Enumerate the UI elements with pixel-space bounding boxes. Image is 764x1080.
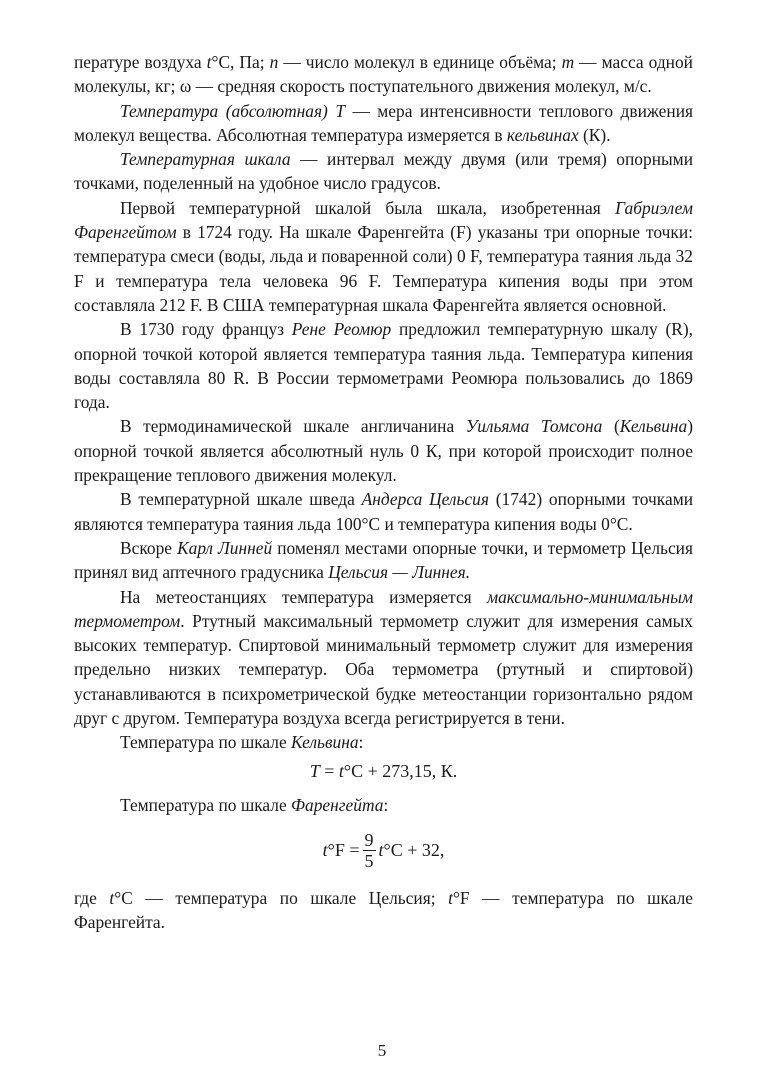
- symbol-T: Т: [309, 760, 320, 781]
- symbol-t: t: [448, 887, 453, 908]
- symbol-t: t: [109, 887, 115, 908]
- text: ) опорной точкой является абсолютный нуль 0 К, при которой происходит полное прекращение теплового движения молекул.: [74, 416, 694, 486]
- paragraph-7: [74, 487, 693, 536]
- term: кельвинах: [506, 124, 579, 145]
- paragraph-3: [74, 147, 693, 196]
- fraction-denominator: 5: [364, 851, 374, 872]
- term: Температурная шкала: [120, 149, 291, 170]
- text: — число молекул в единице объёма;: [278, 52, 562, 72]
- paragraph-2: [74, 99, 693, 148]
- paragraph-12: [74, 886, 693, 935]
- text: В температурной шкале шведа: [120, 489, 362, 510]
- paragraph-1: [74, 50, 693, 99]
- term: Фаренгейта: [291, 794, 384, 815]
- text: °С — температура по шкале Цельсия;: [114, 887, 449, 908]
- person-name: Рене Реомюр: [291, 319, 392, 340]
- text: . Ртутный максимальный термометр служит для измерения самых высоких температур. Спиртовой минимальный термометр служит для измерения предельно низких температур. Оба термометра (ртутный и спиртовой) устанавливаются в психрометрической будке метеостанции горизонтально рядом друг с другом. Температура воздуха всегда регистрируется в тени.: [74, 610, 693, 729]
- symbol-n: n: [269, 52, 279, 72]
- person-name: Кельвина: [619, 416, 688, 437]
- fraction: [363, 830, 376, 871]
- text: Первой температурной шкалой была шкала, изобретенная: [120, 197, 616, 218]
- paragraph-5: [74, 317, 693, 414]
- text: — мера интенсивности теплового движения молекул вещества. Абсолютная температура измеряется в: [74, 100, 693, 145]
- text: :: [383, 794, 389, 815]
- text: °С, Па;: [211, 52, 270, 72]
- symbol-T: Т: [335, 100, 345, 121]
- symbol-t: t: [322, 840, 328, 861]
- term: максимально-минимальным термометром: [74, 586, 693, 631]
- paragraph-8: [74, 536, 693, 585]
- text: (К).: [578, 124, 611, 145]
- formula-fahrenheit: [74, 822, 693, 880]
- term: Температура (абсолютная): [120, 100, 336, 121]
- paragraph-10: [74, 730, 693, 754]
- text: поменял местами опорные точки, и термометр Цельсия принял вид аптечного градусника: [74, 537, 693, 583]
- term: Цельсия — Линнея.: [328, 562, 471, 583]
- text: (1742) опорными точками являются температура таяния льда 100°С и температура кипения воды 0°С.: [74, 489, 694, 534]
- equals: =: [319, 760, 339, 781]
- page-body: [74, 50, 693, 935]
- formula-kelvin: [74, 758, 693, 784]
- symbol-t: t: [338, 760, 344, 781]
- text: :: [358, 732, 364, 753]
- paragraph-6: [74, 414, 693, 487]
- person-name: Карл Линней: [177, 537, 273, 558]
- text: В 1730 году француз: [120, 319, 292, 340]
- text: °С + 32,: [383, 840, 445, 861]
- text: предложил температурную шкалу (R), опорной точкой которой является температура таяния льда. Температура кипения воды составляла 80 R. В России термометрами Реомюра пользовались до 1869 года.: [74, 319, 693, 413]
- text: пературе воздуха: [74, 52, 207, 72]
- text: в 1724 году. На шкале Фаренгейта (F) указаны три опорные точки: температура смеси (воды, льда и поваренной соли) 0 F, температура таяния льда 32 F и температура тела человека 96 F. Температура кипения воды при этом составляла 212 F. В США температурная шкала Фаренгейта является основной.: [74, 222, 693, 315]
- paragraph-9: [74, 585, 693, 731]
- text: На метеостанциях температура измеряется: [120, 586, 487, 607]
- page-number: 5: [377, 1041, 387, 1060]
- text: где: [74, 887, 110, 908]
- person-name: Уильяма Томсона: [465, 416, 603, 437]
- symbol-t: t: [378, 840, 384, 861]
- symbol-m: т: [561, 52, 575, 72]
- person-name: Габриэлем Фаренгейтом: [74, 197, 693, 243]
- paragraph-4: [74, 196, 693, 317]
- text: — масса одной молекулы, кг; ω — средняя скорость поступательного движения молекул, м/с.: [74, 52, 693, 97]
- text: (: [602, 416, 620, 437]
- text: °F =: [327, 840, 360, 861]
- text: В термодинамической шкале англичанина: [120, 416, 466, 437]
- text: °С + 273,15, К.: [343, 760, 458, 781]
- text: Температура по шкале: [120, 732, 292, 753]
- text: Вскоре: [120, 537, 178, 558]
- person-name: Андерса Цельсия: [361, 489, 489, 510]
- text: °F — температура по шкале Фаренгейта.: [74, 887, 693, 933]
- text: — интервал между двумя (или тремя) опорными точками, поделенный на удобное число градусов.: [74, 149, 693, 194]
- text: Температура по шкале: [120, 794, 292, 815]
- paragraph-11: [74, 793, 693, 817]
- fraction-numerator: 9: [364, 830, 374, 851]
- symbol-t: t: [206, 52, 212, 72]
- term: Кельвина: [291, 732, 359, 753]
